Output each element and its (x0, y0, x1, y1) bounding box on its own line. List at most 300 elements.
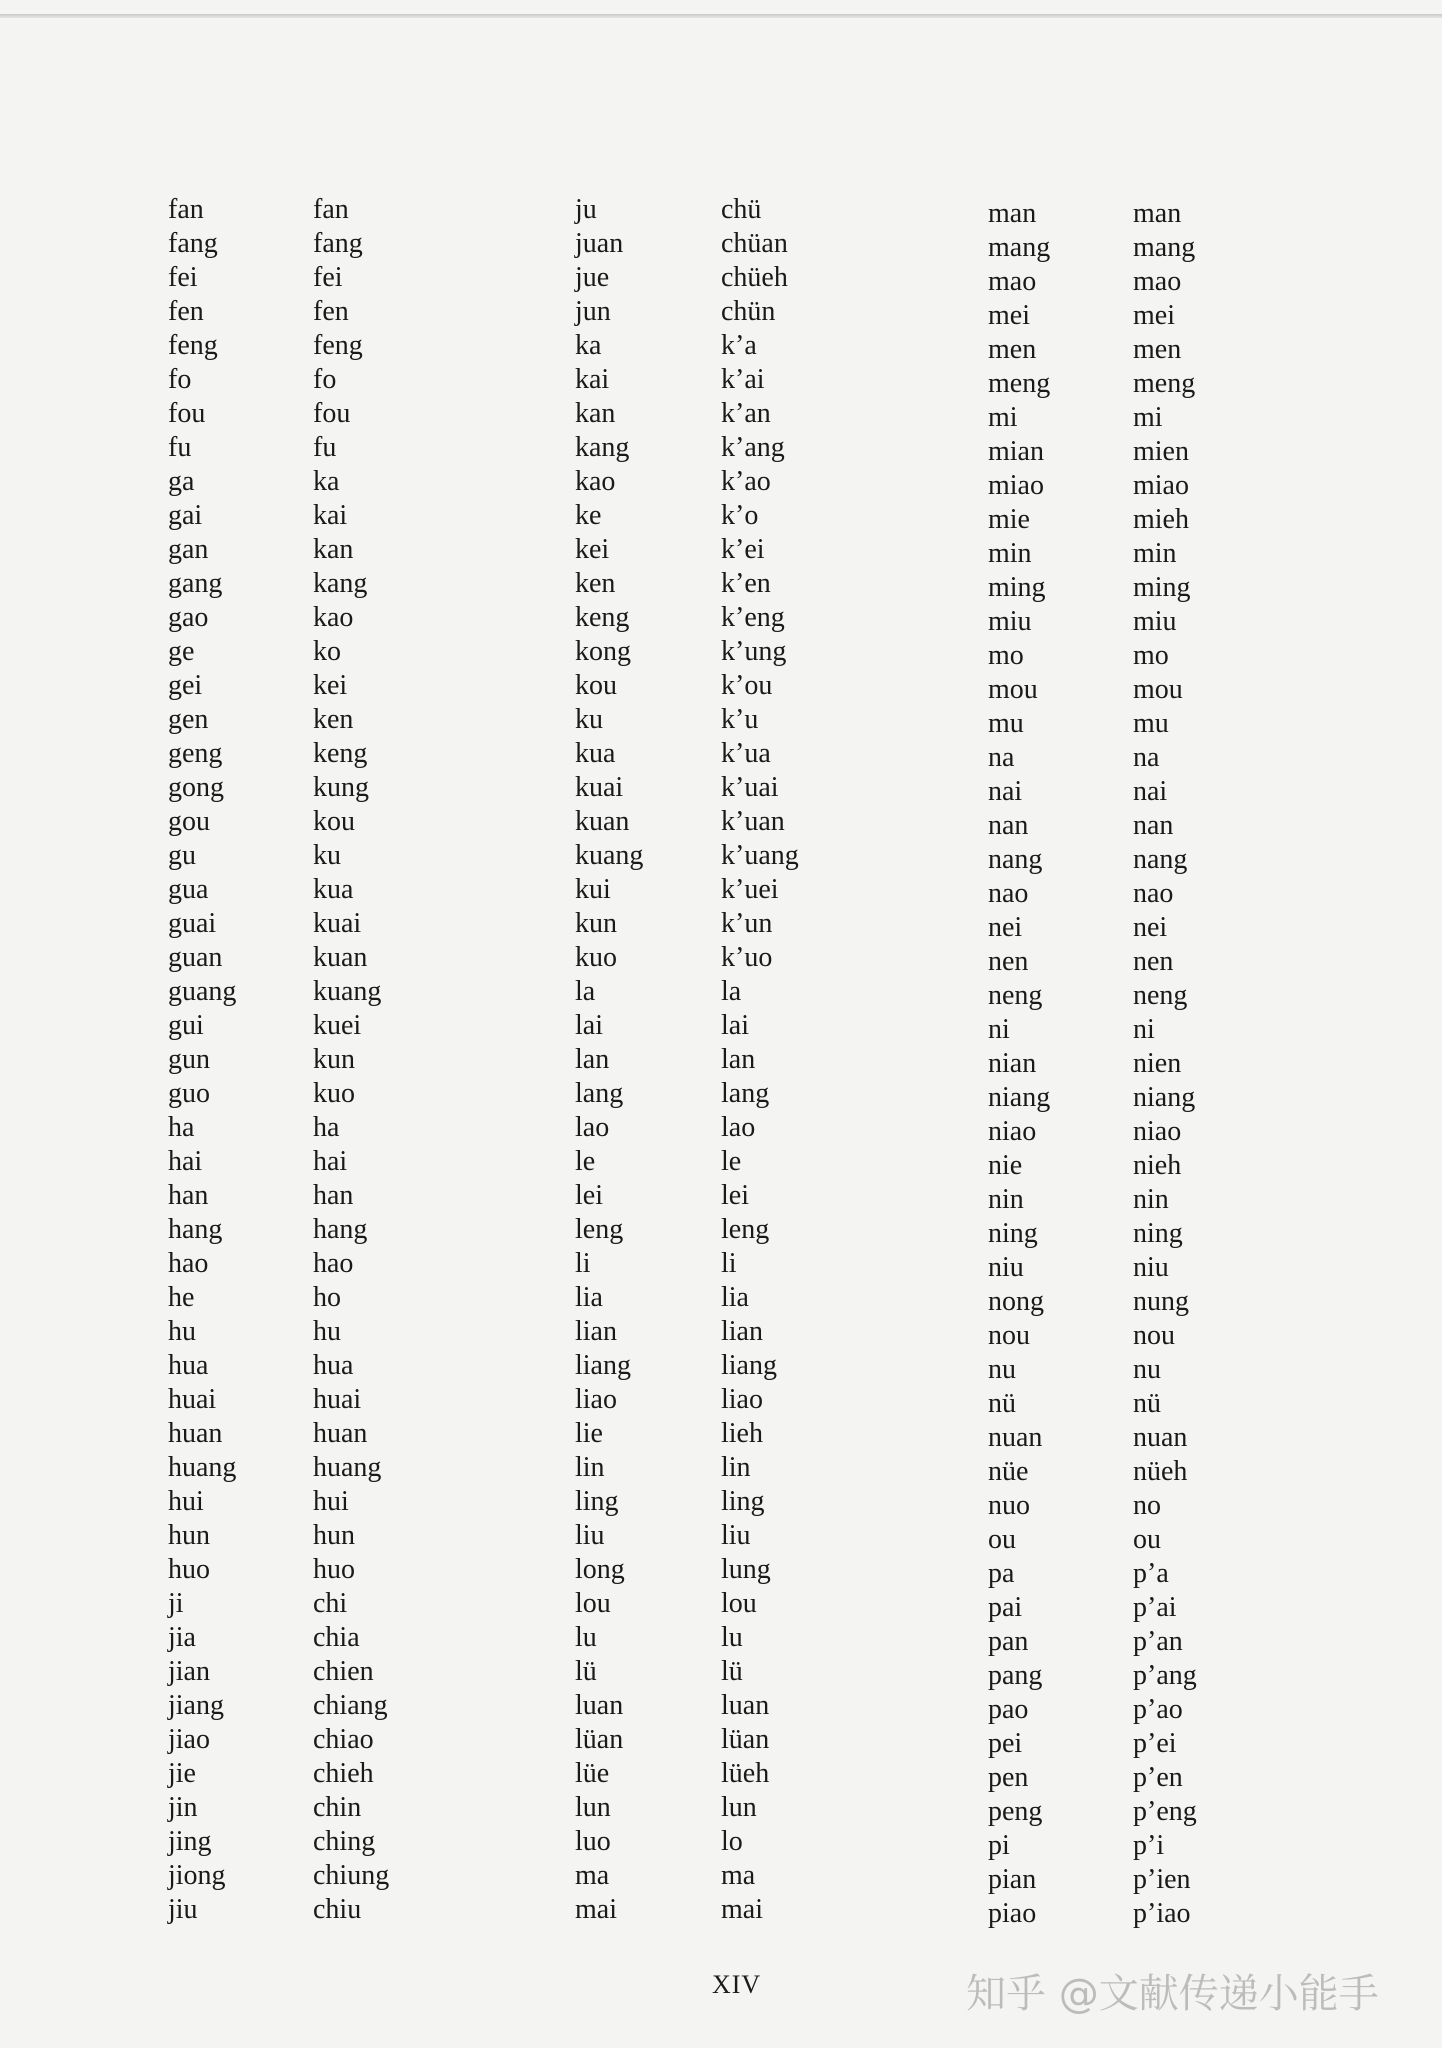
romanization-entry: fei (313, 262, 343, 293)
romanization-entry: fen (168, 296, 204, 327)
romanization-entry: nong (988, 1286, 1044, 1317)
romanization-entry: k’uei (721, 874, 779, 905)
romanization-entry: nüeh (1133, 1456, 1188, 1487)
romanization-entry: mie (988, 504, 1030, 535)
romanization-entry: k’un (721, 908, 773, 939)
romanization-entry: fo (313, 364, 337, 395)
romanization-entry: ling (575, 1486, 619, 1517)
romanization-entry: ke (575, 500, 602, 531)
romanization-entry: long (575, 1554, 625, 1585)
romanization-entry: hao (168, 1248, 209, 1279)
romanization-entry: k’ang (721, 432, 785, 463)
romanization-entry: li (575, 1248, 591, 1279)
romanization-entry: hai (313, 1146, 348, 1177)
romanization-entry: lai (721, 1010, 749, 1041)
romanization-entry: kuan (575, 806, 630, 837)
romanization-entry: le (721, 1146, 742, 1177)
romanization-entry: huan (313, 1418, 368, 1449)
romanization-entry: mien (1133, 436, 1189, 467)
romanization-entry: p’ai (1133, 1592, 1177, 1623)
romanization-entry: kei (575, 534, 610, 565)
romanization-entry: lan (721, 1044, 756, 1075)
romanization-entry: nie (988, 1150, 1023, 1181)
romanization-entry: mu (988, 708, 1024, 739)
romanization-entry: nan (988, 810, 1029, 841)
romanization-entry: huo (313, 1554, 355, 1585)
romanization-entry: liu (575, 1520, 605, 1551)
romanization-entry: nieh (1133, 1150, 1182, 1181)
romanization-entry: ga (168, 466, 195, 497)
romanization-entry: jue (575, 262, 610, 293)
romanization-entry: k’uan (721, 806, 785, 837)
romanization-entry: lu (575, 1622, 597, 1653)
romanization-entry: ken (575, 568, 616, 599)
romanization-entry: gu (168, 840, 196, 871)
romanization-entry: liao (575, 1384, 617, 1415)
romanization-entry: nu (1133, 1354, 1161, 1385)
romanization-entry: hun (168, 1520, 210, 1551)
romanization-entry: jia (168, 1622, 196, 1653)
romanization-entry: li (721, 1248, 737, 1279)
romanization-entry: men (988, 334, 1037, 365)
romanization-entry: kua (575, 738, 616, 769)
romanization-entry: lian (575, 1316, 617, 1347)
romanization-entry: mou (988, 674, 1038, 705)
romanization-entry: chün (721, 296, 776, 327)
romanization-entry: k’ai (721, 364, 765, 395)
romanization-entry: gao (168, 602, 209, 633)
romanization-entry: p’eng (1133, 1796, 1197, 1827)
romanization-entry: mang (988, 232, 1051, 263)
romanization-entry: guang (168, 976, 237, 1007)
romanization-entry: mai (721, 1894, 763, 1925)
romanization-entry: nüe (988, 1456, 1029, 1487)
romanization-entry: guo (168, 1078, 210, 1109)
romanization-entry: juan (575, 228, 624, 259)
romanization-entry: nai (1133, 776, 1168, 807)
romanization-entry: hai (168, 1146, 203, 1177)
romanization-entry: hua (313, 1350, 354, 1381)
romanization-entry: meng (1133, 368, 1196, 399)
romanization-entry: liang (575, 1350, 631, 1381)
romanization-entry: luo (575, 1826, 611, 1857)
romanization-entry: nou (1133, 1320, 1175, 1351)
romanization-entry: liu (721, 1520, 751, 1551)
romanization-entry: p’en (1133, 1762, 1183, 1793)
romanization-entry: gang (168, 568, 223, 599)
romanization-entry: nian (988, 1048, 1037, 1079)
romanization-entry: luan (721, 1690, 770, 1721)
romanization-entry: nou (988, 1320, 1030, 1351)
romanization-entry: lüan (575, 1724, 624, 1755)
romanization-entry: kang (575, 432, 630, 463)
romanization-entry: ka (575, 330, 602, 361)
romanization-entry: lun (575, 1792, 611, 1823)
romanization-entry: ge (168, 636, 195, 667)
romanization-entry: chü (721, 194, 762, 225)
romanization-entry: ni (1133, 1014, 1155, 1045)
romanization-entry: fan (168, 194, 204, 225)
romanization-entry: lin (721, 1452, 751, 1483)
romanization-entry: jin (168, 1792, 198, 1823)
romanization-entry: chiung (313, 1860, 390, 1891)
romanization-entry: lei (721, 1180, 749, 1211)
romanization-entry: lüan (721, 1724, 770, 1755)
romanization-entry: na (1133, 742, 1160, 773)
romanization-entry: jiu (168, 1894, 198, 1925)
romanization-entry: liao (721, 1384, 763, 1415)
romanization-entry: chi (313, 1588, 348, 1619)
romanization-entry: chüeh (721, 262, 788, 293)
romanization-entry: hang (168, 1214, 223, 1245)
romanization-entry: no (1133, 1490, 1161, 1521)
romanization-entry: p’ao (1133, 1694, 1183, 1725)
romanization-entry: fu (313, 432, 337, 463)
romanization-entry: pian (988, 1864, 1037, 1895)
romanization-entry: huo (168, 1554, 210, 1585)
romanization-entry: kuang (313, 976, 382, 1007)
romanization-entry: gong (168, 772, 224, 803)
romanization-entry: nao (988, 878, 1029, 909)
romanization-entry: miao (1133, 470, 1189, 501)
romanization-entry: kun (575, 908, 617, 939)
romanization-entry: mi (988, 402, 1018, 433)
romanization-entry: mieh (1133, 504, 1189, 535)
romanization-entry: kong (575, 636, 631, 667)
romanization-entry: ku (575, 704, 603, 735)
romanization-entry: kei (313, 670, 348, 701)
romanization-entry: gun (168, 1044, 210, 1075)
romanization-entry: fou (168, 398, 206, 429)
romanization-entry: nien (1133, 1048, 1182, 1079)
romanization-entry: lou (575, 1588, 611, 1619)
romanization-entry: gai (168, 500, 203, 531)
romanization-entry: kuang (575, 840, 644, 871)
romanization-entry: keng (313, 738, 368, 769)
romanization-entry: kan (575, 398, 616, 429)
romanization-entry: hang (313, 1214, 368, 1245)
romanization-entry: kang (313, 568, 368, 599)
romanization-entry: nen (1133, 946, 1174, 977)
romanization-entry: k’en (721, 568, 771, 599)
romanization-entry: fu (168, 432, 192, 463)
romanization-entry: lia (721, 1282, 749, 1313)
romanization-entry: nei (988, 912, 1023, 943)
romanization-entry: nao (1133, 878, 1174, 909)
romanization-entry: men (1133, 334, 1182, 365)
romanization-entry: kuai (313, 908, 362, 939)
scan-edge (0, 14, 1442, 18)
romanization-entry: liang (721, 1350, 777, 1381)
romanization-entry: hui (313, 1486, 349, 1517)
romanization-entry: ming (988, 572, 1046, 603)
romanization-entry: na (988, 742, 1015, 773)
watermark: 知乎 @文献传递小能手 (966, 1971, 1379, 2017)
romanization-entry: chin (313, 1792, 362, 1823)
romanization-entry: mao (988, 266, 1037, 297)
romanization-entry: neng (1133, 980, 1188, 1011)
romanization-entry: k’uang (721, 840, 799, 871)
romanization-entry: kuei (313, 1010, 362, 1041)
romanization-entry: gua (168, 874, 209, 905)
romanization-entry: hu (313, 1316, 341, 1347)
romanization-entry: man (988, 198, 1037, 229)
romanization-entry: peng (988, 1796, 1043, 1827)
romanization-entry: chiao (313, 1724, 374, 1755)
romanization-entry: gen (168, 704, 209, 735)
romanization-entry: leng (721, 1214, 770, 1245)
romanization-entry: nuo (988, 1490, 1030, 1521)
romanization-entry: kua (313, 874, 354, 905)
romanization-entry: nin (988, 1184, 1024, 1215)
romanization-entry: lie (575, 1418, 603, 1449)
romanization-entry: nuan (1133, 1422, 1188, 1453)
romanization-entry: jie (168, 1758, 196, 1789)
romanization-entry: min (988, 538, 1032, 569)
romanization-entry: geng (168, 738, 223, 769)
romanization-entry: pa (988, 1558, 1015, 1589)
romanization-entry: lin (575, 1452, 605, 1483)
romanization-entry: mao (1133, 266, 1182, 297)
romanization-entry: han (168, 1180, 209, 1211)
romanization-entry: mou (1133, 674, 1183, 705)
romanization-entry: miu (1133, 606, 1177, 637)
romanization-entry: fou (313, 398, 351, 429)
romanization-entry: lüe (575, 1758, 610, 1789)
romanization-entry: jing (168, 1826, 212, 1857)
romanization-entry: kuo (313, 1078, 355, 1109)
romanization-entry: nin (1133, 1184, 1169, 1215)
romanization-entry: leng (575, 1214, 624, 1245)
romanization-entry: lao (721, 1112, 756, 1143)
romanization-entry: ken (313, 704, 354, 735)
romanization-entry: lan (575, 1044, 610, 1075)
romanization-entry: lou (721, 1588, 757, 1619)
romanization-entry: lieh (721, 1418, 763, 1449)
romanization-entry: neng (988, 980, 1043, 1011)
romanization-entry: jiao (168, 1724, 210, 1755)
romanization-entry: ka (313, 466, 340, 497)
romanization-entry: kou (313, 806, 355, 837)
romanization-entry: k’a (721, 330, 757, 361)
romanization-entry: ma (575, 1860, 610, 1891)
romanization-entry: feng (313, 330, 363, 361)
romanization-entry: mai (575, 1894, 617, 1925)
romanization-entry: mu (1133, 708, 1169, 739)
romanization-entry: k’u (721, 704, 759, 735)
romanization-entry: lü (575, 1656, 597, 1687)
romanization-entry: nü (1133, 1388, 1161, 1419)
romanization-entry: mian (988, 436, 1044, 467)
romanization-entry: k’uai (721, 772, 779, 803)
romanization-entry: lai (575, 1010, 603, 1041)
romanization-entry: lung (721, 1554, 771, 1585)
romanization-entry: pai (988, 1592, 1023, 1623)
romanization-entry: kai (575, 364, 610, 395)
romanization-entry: k’an (721, 398, 771, 429)
romanization-entry: le (575, 1146, 596, 1177)
romanization-entry: chiang (313, 1690, 388, 1721)
romanization-entry: niu (988, 1252, 1024, 1283)
romanization-entry: piao (988, 1898, 1037, 1929)
romanization-entry: ku (313, 840, 341, 871)
romanization-entry: ning (1133, 1218, 1183, 1249)
romanization-entry: nang (1133, 844, 1188, 875)
romanization-entry: lang (575, 1078, 624, 1109)
romanization-entry: huang (313, 1452, 382, 1483)
romanization-entry: keng (575, 602, 630, 633)
romanization-entry: man (1133, 198, 1182, 229)
romanization-entry: feng (168, 330, 218, 361)
romanization-entry: kuo (575, 942, 617, 973)
romanization-entry: nang (988, 844, 1043, 875)
romanization-entry: ko (313, 636, 341, 667)
romanization-entry: gui (168, 1010, 204, 1041)
romanization-entry: k’ua (721, 738, 771, 769)
romanization-entry: pao (988, 1694, 1029, 1725)
romanization-entry: han (313, 1180, 354, 1211)
column-wade-giles-2 (721, 193, 799, 1927)
romanization-entry: nei (1133, 912, 1168, 943)
romanization-entry: miu (988, 606, 1032, 637)
romanization-entry: ho (313, 1282, 341, 1313)
romanization-entry: chieh (313, 1758, 374, 1789)
romanization-entry: kao (313, 602, 354, 633)
romanization-entry: kui (575, 874, 611, 905)
romanization-entry: jian (168, 1656, 210, 1687)
romanization-entry: nen (988, 946, 1029, 977)
romanization-entry: kung (313, 772, 369, 803)
romanization-entry: nü (988, 1388, 1016, 1419)
romanization-entry: ou (988, 1524, 1016, 1555)
romanization-entry: la (721, 976, 742, 1007)
romanization-entry: chia (313, 1622, 360, 1653)
romanization-entry: niang (1133, 1082, 1196, 1113)
romanization-entry: p’ang (1133, 1660, 1197, 1691)
romanization-entry: nan (1133, 810, 1174, 841)
romanization-entry: niang (988, 1082, 1051, 1113)
romanization-entry: k’ung (721, 636, 787, 667)
romanization-entry: k’ou (721, 670, 773, 701)
romanization-entry: pen (988, 1762, 1029, 1793)
romanization-entry: ha (168, 1112, 195, 1143)
romanization-entry: lian (721, 1316, 763, 1347)
romanization-entry: guai (168, 908, 217, 939)
romanization-entry: fo (168, 364, 192, 395)
romanization-entry: mei (1133, 300, 1175, 331)
column-pinyin-3 (988, 197, 1050, 1931)
romanization-entry: jiang (168, 1690, 224, 1721)
romanization-entry: miao (988, 470, 1044, 501)
romanization-entry: jun (575, 296, 611, 327)
romanization-entry: huai (168, 1384, 217, 1415)
romanization-entry: gei (168, 670, 203, 701)
romanization-entry: nai (988, 776, 1023, 807)
romanization-entry: fen (313, 296, 349, 327)
romanization-entry: mo (1133, 640, 1169, 671)
romanization-entry: kuan (313, 942, 368, 973)
romanization-entry: lüeh (721, 1758, 770, 1789)
romanization-entry: lia (575, 1282, 603, 1313)
romanization-entry: k’ei (721, 534, 765, 565)
romanization-entry: k’ao (721, 466, 771, 497)
romanization-entry: lu (721, 1622, 743, 1653)
romanization-entry: k’eng (721, 602, 785, 633)
romanization-entry: p’i (1133, 1830, 1165, 1861)
romanization-entry: meng (988, 368, 1051, 399)
page-number: XIV (712, 1970, 762, 1999)
romanization-entry: nuan (988, 1422, 1043, 1453)
romanization-entry: mang (1133, 232, 1196, 263)
romanization-entry: kuai (575, 772, 624, 803)
romanization-entry: ma (721, 1860, 756, 1891)
romanization-entry: lun (721, 1792, 757, 1823)
romanization-entry: ha (313, 1112, 340, 1143)
romanization-entry: kai (313, 500, 348, 531)
romanization-entry: ou (1133, 1524, 1161, 1555)
romanization-entry: lang (721, 1078, 770, 1109)
column-pinyin-2 (575, 193, 643, 1927)
romanization-entry: min (1133, 538, 1177, 569)
romanization-entry: p’iao (1133, 1898, 1191, 1929)
column-wade-giles-1 (313, 193, 389, 1927)
romanization-entry: gou (168, 806, 210, 837)
romanization-entry: k’o (721, 500, 759, 531)
romanization-entry: mi (1133, 402, 1163, 433)
romanization-entry: hua (168, 1350, 209, 1381)
romanization-entry: fan (313, 194, 349, 225)
romanization-entry: niu (1133, 1252, 1169, 1283)
romanization-entry: hui (168, 1486, 204, 1517)
romanization-entry: gan (168, 534, 209, 565)
romanization-entry: niao (1133, 1116, 1182, 1147)
romanization-entry: fang (313, 228, 363, 259)
romanization-entry: kao (575, 466, 616, 497)
romanization-entry: jiong (168, 1860, 226, 1891)
romanization-entry: ji (168, 1588, 184, 1619)
romanization-entry: pang (988, 1660, 1043, 1691)
romanization-entry: pan (988, 1626, 1029, 1657)
romanization-entry: lao (575, 1112, 610, 1143)
romanization-entry: hu (168, 1316, 196, 1347)
romanization-entry: hun (313, 1520, 355, 1551)
romanization-entry: huai (313, 1384, 362, 1415)
romanization-entry: huan (168, 1418, 223, 1449)
romanization-entry: nu (988, 1354, 1016, 1385)
romanization-entry: fei (168, 262, 198, 293)
romanization-entry: p’ien (1133, 1864, 1191, 1895)
romanization-entry: kou (575, 670, 617, 701)
romanization-entry: mo (988, 640, 1024, 671)
romanization-entry: pi (988, 1830, 1010, 1861)
romanization-entry: ju (575, 194, 597, 225)
romanization-entry: chüan (721, 228, 788, 259)
romanization-entry: lü (721, 1656, 743, 1687)
romanization-entry: p’an (1133, 1626, 1183, 1657)
romanization-entry: la (575, 976, 596, 1007)
romanization-entry: chiu (313, 1894, 362, 1925)
romanization-entry: lei (575, 1180, 603, 1211)
romanization-entry: chien (313, 1656, 374, 1687)
romanization-entry: mei (988, 300, 1030, 331)
romanization-entry: huang (168, 1452, 237, 1483)
romanization-entry: ling (721, 1486, 765, 1517)
romanization-entry: guan (168, 942, 223, 973)
romanization-entry: k’uo (721, 942, 773, 973)
column-pinyin-1 (168, 193, 236, 1927)
romanization-entry: niao (988, 1116, 1037, 1147)
romanization-entry: hao (313, 1248, 354, 1279)
